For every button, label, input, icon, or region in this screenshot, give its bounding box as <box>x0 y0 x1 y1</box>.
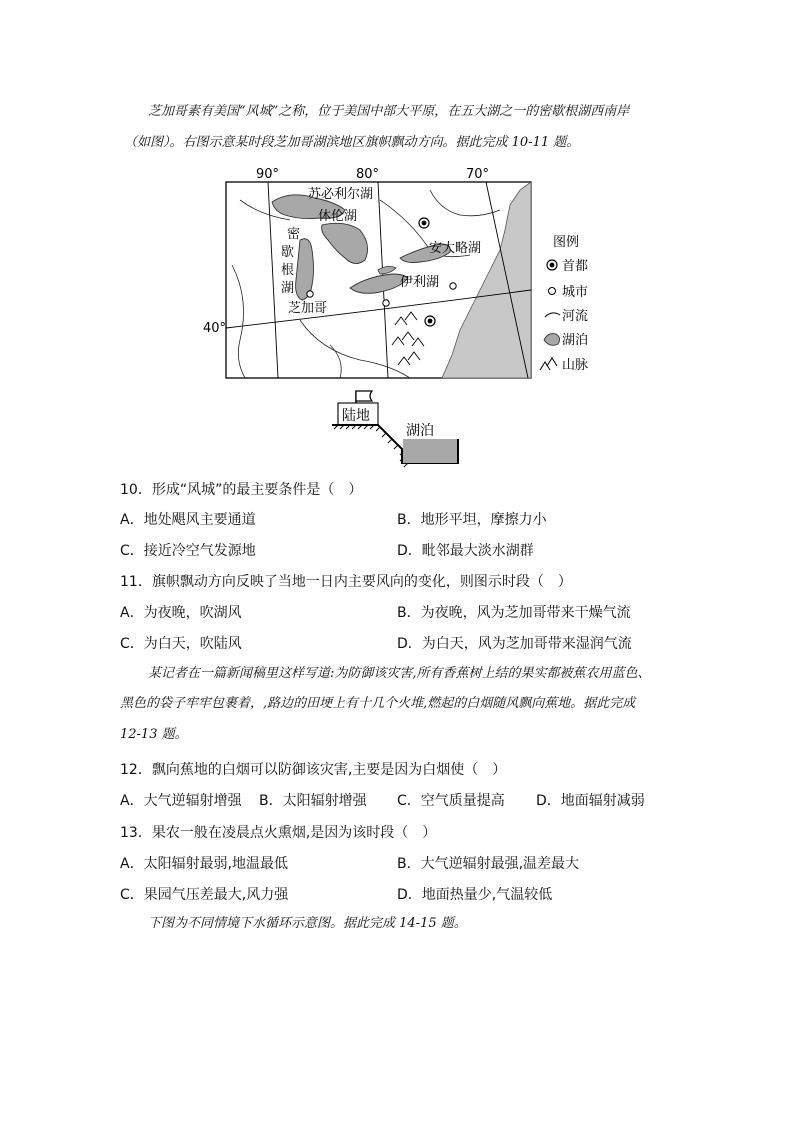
label-michigan-3: 根 <box>281 263 295 278</box>
legend-mountain-label: 山脉 <box>562 358 589 373</box>
question-12-option-a: A．大气逆辐射增强 <box>120 793 242 809</box>
label-michigan-2: 歇 <box>281 245 295 260</box>
city-cleveland <box>383 300 389 306</box>
question-11-option-b: B．为夜晚，风为芝加哥带来干燥气流 <box>397 605 631 621</box>
lon-90-label: 90° <box>256 167 280 182</box>
label-superior: 苏必利尔湖 <box>308 187 374 202</box>
question-10-option-d: D．毗邻最大淡水湖群 <box>397 543 534 559</box>
lon-80-label: 80° <box>356 167 380 182</box>
question-13-stem: 13．果农一般在凌晨点火熏烟,是因为该时段（ ） <box>120 825 437 841</box>
legend-lake-label: 湖泊 <box>562 333 589 348</box>
question-10-option-b: B．地形平坦，摩擦力小 <box>397 512 547 528</box>
question-12-option-b: B．太阳辐射增强 <box>259 793 367 809</box>
city-chicago <box>307 291 313 297</box>
legend-city-label: 城市 <box>562 285 589 300</box>
question-11-stem: 11．旗帜飘动方向反映了当地一日内主要风向的变化，则图示时段（ ） <box>120 574 572 590</box>
legend-river-label: 河流 <box>562 309 589 324</box>
legend-capital-label: 首都 <box>562 259 589 274</box>
legend-lake-icon <box>544 334 560 346</box>
label-chicago: 芝加哥 <box>288 301 328 316</box>
label-erie: 伊利湖 <box>400 275 440 290</box>
question-13-option-d: D．地面热量少,气温较低 <box>397 887 553 903</box>
question-10-option-c: C．接近冷空气发源地 <box>120 543 256 559</box>
lon-70-label: 70° <box>466 167 490 182</box>
question-12-option-c: C．空气质量提高 <box>397 793 505 809</box>
question-13-option-a: A．太阳辐射最弱,地温最低 <box>120 856 289 872</box>
question-13-option-b: B．大气逆辐射最强,温差最大 <box>397 856 580 872</box>
question-12-stem: 12．飘向蕉地的白烟可以防御该灾害,主要是因为白烟使（ ） <box>120 762 507 778</box>
great-lakes-map <box>0 160 794 400</box>
lat-40-label: 40° <box>203 321 227 336</box>
question-10-option-a: A．地处飓风主要通道 <box>120 512 256 528</box>
intro2-line-2: 黑色的袋子牢牢包裹着，,路边的田埂上有十几个火堆,燃起的白烟随风飘向蕉地。据此完成 <box>120 696 636 711</box>
label-michigan-4: 湖 <box>281 281 295 296</box>
legend-capital-dot <box>550 263 555 268</box>
capital-dot <box>428 319 433 324</box>
intro2-line-1: 某记者在一篇新闻稿里这样写道:为防御该灾害,所有香蕉树上结的果实都被蕉农用蓝色、 <box>148 666 651 681</box>
lake-label: 湖泊 <box>406 423 434 439</box>
legend-river-icon <box>545 313 560 317</box>
intro-line-1: 芝加哥素有美国“风城”之称，位于美国中部大平原，在五大湖之一的密歇根湖西南岸 <box>148 104 630 119</box>
intro3-line: 下图为不同情境下水循环示意图。据此完成 14-15 题。 <box>148 916 467 931</box>
legend-city-icon <box>549 288 556 295</box>
question-13-option-c: C．果园气压差最大,风力强 <box>120 887 289 903</box>
label-michigan-1: 密 <box>287 227 301 242</box>
lake-water <box>403 439 457 463</box>
city-newyork <box>450 283 456 289</box>
label-huron: 休伦湖 <box>318 209 358 224</box>
question-10-stem: 10．形成“风城”的最主要条件是（ ） <box>120 482 363 498</box>
flag-diagram <box>0 385 794 475</box>
question-11-option-c: C．为白天，吹陆风 <box>120 636 242 652</box>
intro-line-2: （如图）。右图示意某时段芝加哥湖滨地区旗帜飘动方向。据此完成 10-11 题。 <box>124 135 580 150</box>
legend-mountain-icon <box>540 358 557 370</box>
intro2-line-3: 12-13 题。 <box>120 727 188 742</box>
question-11-option-d: D．为白天，风为芝加哥带来湿润气流 <box>397 636 632 652</box>
land-label: 陆地 <box>342 408 370 424</box>
capital-dot <box>422 221 427 226</box>
legend-title: 图例 <box>553 235 580 250</box>
label-ontario: 安大略湖 <box>429 241 482 256</box>
ground-hatch <box>334 425 408 467</box>
question-11-option-a: A．为夜晚，吹湖风 <box>120 605 242 621</box>
question-12-option-d: D．地面辐射减弱 <box>536 793 645 809</box>
flag <box>356 391 372 401</box>
